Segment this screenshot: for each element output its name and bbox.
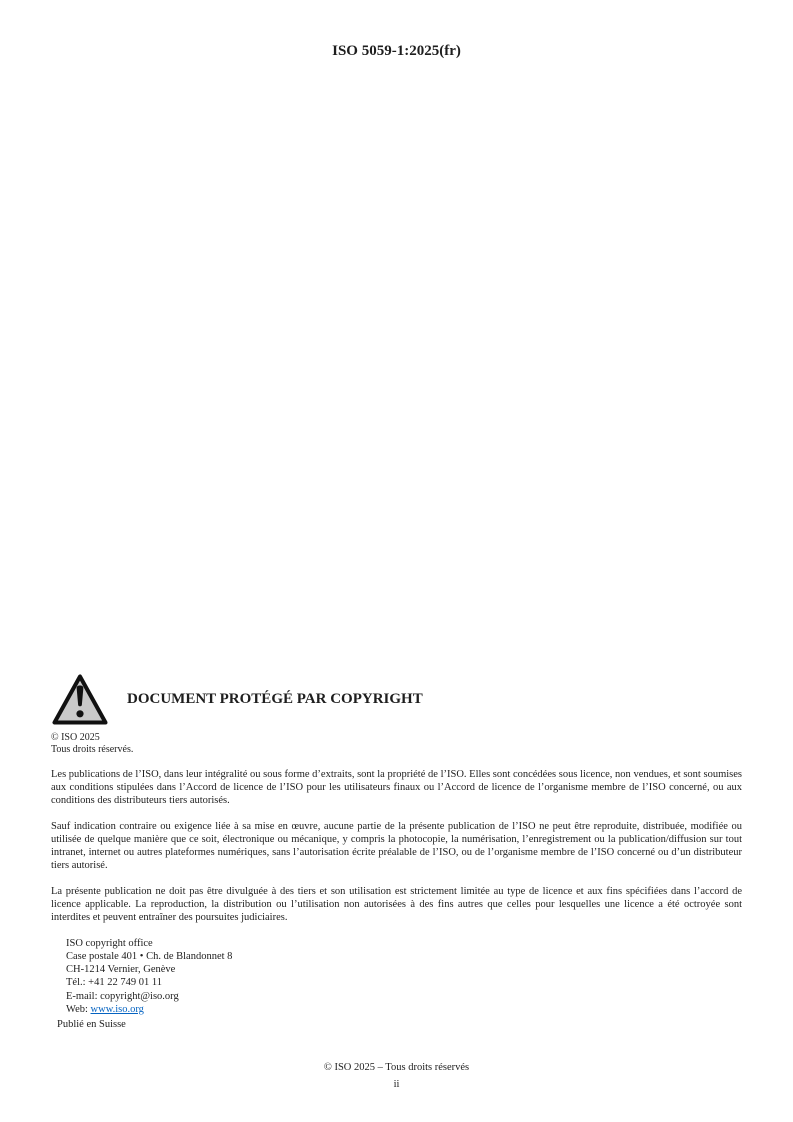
address-phone-line: Tél.: +41 22 749 01 11 [66,977,162,989]
warning-triangle-icon [51,673,109,726]
copyright-year-line: © ISO 2025 [51,732,100,743]
published-in-line: Publié en Suisse [57,1019,126,1031]
license-paragraph-1: Les publications de l’ISO, dans leur intégralité ou sous forme d’extraits, sont la propriété de l’ISO. Elles sont concédées sous licence, non vendues, et sont soumises aux conditions stipulées dans l’Accord de licence de l’ISO pour les utilisateurs finaux ou l’Accord de licence de l’organisme membre de l’ISO concerné, ou aux conditions des distributeurs tiers autorisés. [51,769,742,806]
document-header [0,43,793,60]
web-label: Web: [66,1003,91,1015]
address-postal-line: Case postale 401 • Ch. de Blandonnet 8 [66,950,233,962]
footer-copyright-line: © ISO 2025 – Tous droits réservés [323,1062,470,1073]
rights-reserved-line: Tous droits réservés. [51,743,134,755]
iso-website-link[interactable]: www.iso.org [90,1003,144,1015]
page-number: ii [393,1079,400,1090]
document-footer [0,1061,793,1091]
address-office-line: ISO copyright office [66,937,153,949]
copyright-notice [51,732,742,755]
address-web-line [66,1003,742,1016]
address-city-line: CH-1214 Vernier, Genève [66,964,176,976]
license-paragraph-2: Sauf indication contraire ou exigence liée à sa mise en œuvre, aucune partie de la présente publication de l’ISO ne peut être reproduite, distribuée, modifiée ou utilisée de quelque manière que ce soit, électronique ou mécanique, y compris la photocopie, la numérisation, l’enregistrement ou la publication/diffusion sur tout intranet, internet ou autres plateformes numériques, sans l’autorisation écrite préalable de l’ISO, ou de l’organisme membre de l’ISO concerné ou d’un distributeur tiers autorisé. [51,821,742,871]
copyright-banner [51,673,742,726]
license-paragraph-3: La présente publication ne doit pas être divulguée à des tiers et son utilisation est strictement limitée au type de licence et aux fins spécifiées dans l’accord de licence applicable. La reproduction, la distribution ou l’utilisation non autorisées à des fins autres que celles pour lesquelles une licence a été octroyée sont interdites et peuvent entraîner des poursuites judiciaires. [51,886,742,923]
address-email-line: E-mail: copyright@iso.org [66,990,179,1002]
copyright-heading: DOCUMENT PROTÉGÉ PAR COPYRIGHT [127,691,423,707]
document-reference: ISO 5059-1:2025(fr) [332,43,461,59]
iso-address-block [66,937,742,1017]
copyright-section [51,673,742,1032]
